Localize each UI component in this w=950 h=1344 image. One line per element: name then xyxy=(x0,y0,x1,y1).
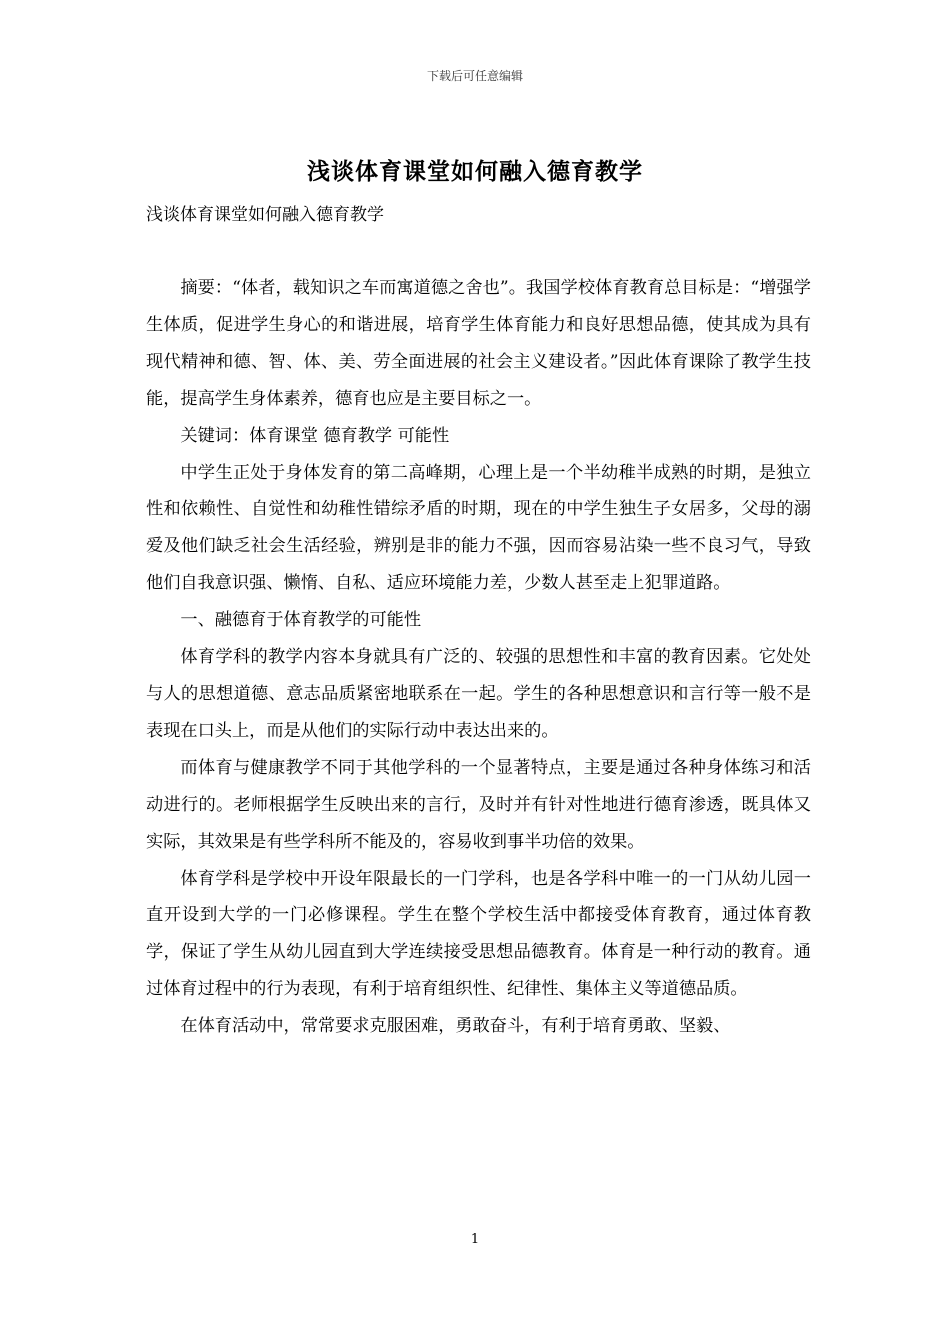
body-paragraph: 而体育与健康教学不同于其他学科的一个显著特点，主要是通过各种身体练习和活动进行的。老师根据学生反映出来的言行，及时并有针对性地进行德育渗透，既具体又实际，其效果是有些学科所不能及的，容易收到事半功倍的效果。 xyxy=(146,757,811,852)
document-body xyxy=(146,270,811,1045)
body-paragraph: 体育学科的教学内容本身就具有广泛的、较强的思想性和丰富的教育因素。它处处与人的思想道德、意志品质紧密地联系在一起。学生的各种思想意识和言行等一般不是表现在口头上，而是从他们的实际行动中表达出来的。 xyxy=(146,647,811,741)
body-paragraph: 在体育活动中，常常要求克服困难，勇敢奋斗，有利于培育勇敢、坚毅、 xyxy=(180,1016,731,1037)
page-header-note: 下载后可任意编辑 xyxy=(426,69,523,83)
page-number: 1 xyxy=(470,1232,480,1247)
abstract-paragraph: 摘要：“体者，载知识之车而寓道德之舍也”。我国学校体育教育总目标是：“增强学生体质，促进学生身心的和谐进展，培育学生体育能力和良好思想品德，使其成为具有现代精神和德、智、体、美、劳全面进展的社会主义建设者。”因此体育课除了教学生技能，提高学生身体素养，德育也应是主要目标之一。 xyxy=(146,278,811,409)
document-subtitle: 浅谈体育课堂如何融入德育教学 xyxy=(146,205,384,225)
body-paragraph: 中学生正处于身体发育的第二高峰期，心理上是一个半幼稚半成熟的时期，是独立性和依赖性、自觉性和幼稚性错综矛盾的时期，现在的中学生独生子女居多，父母的溺爱及他们缺乏社会生活经验，辨别是非的能力不强，因而容易沾染一些不良习气，导致他们自我意识强、懒惰、自私、适应环境能力差，少数人甚至走上犯罪道路。 xyxy=(146,462,811,594)
document-title: 浅谈体育课堂如何融入德育教学 xyxy=(307,158,643,185)
section-heading: 一、融德育于体育教学的可能性 xyxy=(180,610,422,631)
body-paragraph: 体育学科是学校中开设年限最长的一门学科，也是各学科中唯一的一门从幼儿园一直开设到大学的一门必修课程。学生在整个学校生活中都接受体育教育，通过体育教学，保证了学生从幼儿园直到大学连续接受思想品德教育。体育是一种行动的教育。通过体育过程中的行为表现，有利于培育组织性、纪律性、集体主义等道德品质。 xyxy=(146,868,811,1000)
keywords-paragraph: 关键词：体育课堂 德育教学 可能性 xyxy=(180,425,450,446)
